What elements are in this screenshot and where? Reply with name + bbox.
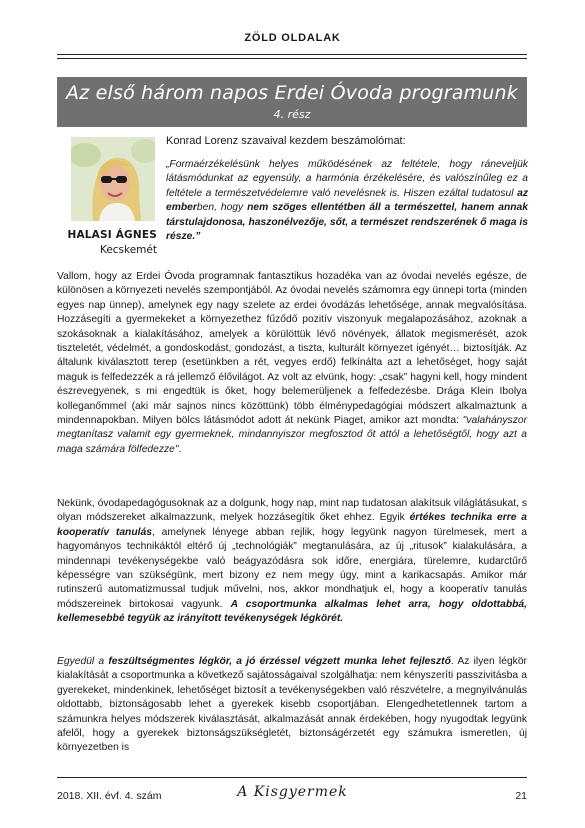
piaget-quote: "valahányszor megtanítasz valamit egy gyermeknek, mindannyiszor megfosztod őt attól a lehetőségtől, hogy azt a maga számára fölfedezze" <box>57 415 527 455</box>
header-rule-2 <box>57 58 527 59</box>
intro-line: Konrad Lorenz szavaival kezdem beszámolómat: <box>166 135 406 147</box>
p3-emphasis: feszültségmentes légkör, a jó érzéssel végzett munka lehet fejlesztő <box>108 656 451 667</box>
p1-text: Vallom, hogy az Erdei Óvoda programnak fantasztikus hozadéka van az óvodai nevelés egésze, de különösen a környezeti nevelés szempontjából. Az óvodai nevelés számomra egy ünnepi torta (minden egyes nap ünnep), amelynek egy nagy szelete az erdei óvodázás lehetősége, annak megvalósítása. Hozzásegíti a gyermekeket a környezethez fűződő pozitív viszonyuk megalapozásához, azoknak a szokásoknak a kialakításához, amelyek a körülöttük lévő növények, állatok megismerését, azok tiszteletét, védelmét, a gondoskodást, gondozást, a tiszta, kulturált környezet igényét… biztosítják. Az általunk kiválasztott terep (esetünkben a rét, vegyes erdő) felkínálta azt a lehetőséget, hogy saját maguk is felfedezzék a rá jellemző élővilágot. Az volt az elvünk, hogy: „csak” hagyni kell, hogy mindent észrevegyenek, s mi engedtük is őket, hogy belemerüljenek a felfedezésbe. Drága Klein Ibolya kolleganőmmel (aki már sajnos nincs közöttünk) több élménypedagógiai módszert alkalmaztunk a mindennapokban. Milyen bölcs látásmódot adott át nekünk Piaget, amikor azt mondta: <box>57 271 527 427</box>
author-name: HALASI ÁGNES <box>67 229 157 241</box>
quote-part-a: „Formaérzékelésünk helyes működésének az feltétele, hogy ráneveljük látásmódunkat az egyensúly, a harmónia érzékelésére, és valószínűleg ez a feltétele a természetvédelemre való nevelésnek is. Hiszen ezáltal tudatosul <box>166 159 528 199</box>
page-number: 21 <box>515 790 527 802</box>
p3-text: . Az ilyen légkör kialakítását a csoportmunka a következő sajátosságaival szolgálhatja: nem kényszeríti passzivitásba a gyerekeket, mindenkinek, lehetőséget biztosít a tevékenységekben való részvételre, a megnyilvánulás oldottabb, biztonságosabb lehet a gyerekek kisebb csoportjában. Elengedhetetlennek tartom a számunkra helyes módszerek kiválasztását, alkalmazását annak érdekében, hogy nyugodtak legyünk afelől, hogy a gyerekek biztonságszükségletét, biztonságérzetét egy számukra ismeretlen, új környezetben is <box>57 656 527 754</box>
paragraph-2 <box>57 497 527 627</box>
author-block <box>57 228 157 258</box>
p2-text-2: , amelynek lényege abban rejlik, hogy legyünk nagyon türelmesek, mert a hagyományos technikáktól eltérő új „technológiák” megtanulására, az új „ritusok” kialakulására, a mindennapi tevékenységekbe való beágyazódásra sok időre, energiára, türelemre, kudarctűrő képességre van szükségünk, mert bizony ez nem megy úgy, mint a karikacsapás. Amikor már rutinszerű automatizmussal tudjuk művelni, nos, akkor mondhatjuk el, hogy a kooperatív tanulás módszereinek birtokosai vagyunk. <box>57 526 527 610</box>
p2-emphasis-2: A csoportmunka alkalmas lehet arra, hogy oldottabbá, kellemesebbé tegyük az irányított tevékenységek légkörét. <box>57 598 527 625</box>
p1-end: . <box>178 443 182 455</box>
p2-text: Nekünk, óvodapedagógusoknak az a dolgunk, hogy nap, mint nap tudatosan alakítsuk világlátásukat, s olyan módszereket alkalmazzunk, melyek hozzásegítik őket ehhez. Egyik <box>57 498 527 524</box>
running-head: ZÖLD OLDALAK <box>244 32 341 44</box>
quote-part-d: nem szöges ellentétben áll a természettel, hanem annak társtulajdonosa, haszonélvezője, sőt, a természet rendszerének ő maga is része.” <box>166 202 528 243</box>
issue-info: 2018. XII. évf. 4. szám <box>57 790 162 802</box>
article-part: 4. rész <box>273 108 311 121</box>
footer-rule <box>57 777 527 778</box>
lorenz-quote <box>166 158 528 244</box>
header-rule <box>57 54 527 55</box>
quote-part-b: az ember <box>166 187 528 214</box>
author-city: Kecskemét <box>99 244 157 256</box>
author-photo <box>71 137 155 221</box>
article-title: Az első három napos Erdei Óvoda programunk <box>66 82 518 104</box>
title-banner <box>57 77 527 127</box>
magazine-brand: A Kisgyermek <box>237 784 348 800</box>
p3-lead: Egyedül a <box>57 656 109 667</box>
quote-part-c: ben, hogy <box>196 202 248 214</box>
paragraph-1 <box>57 270 527 457</box>
paragraph-3 <box>57 655 527 756</box>
p2-emphasis: értékes technika erre a kooperatív tanulás <box>57 512 527 538</box>
